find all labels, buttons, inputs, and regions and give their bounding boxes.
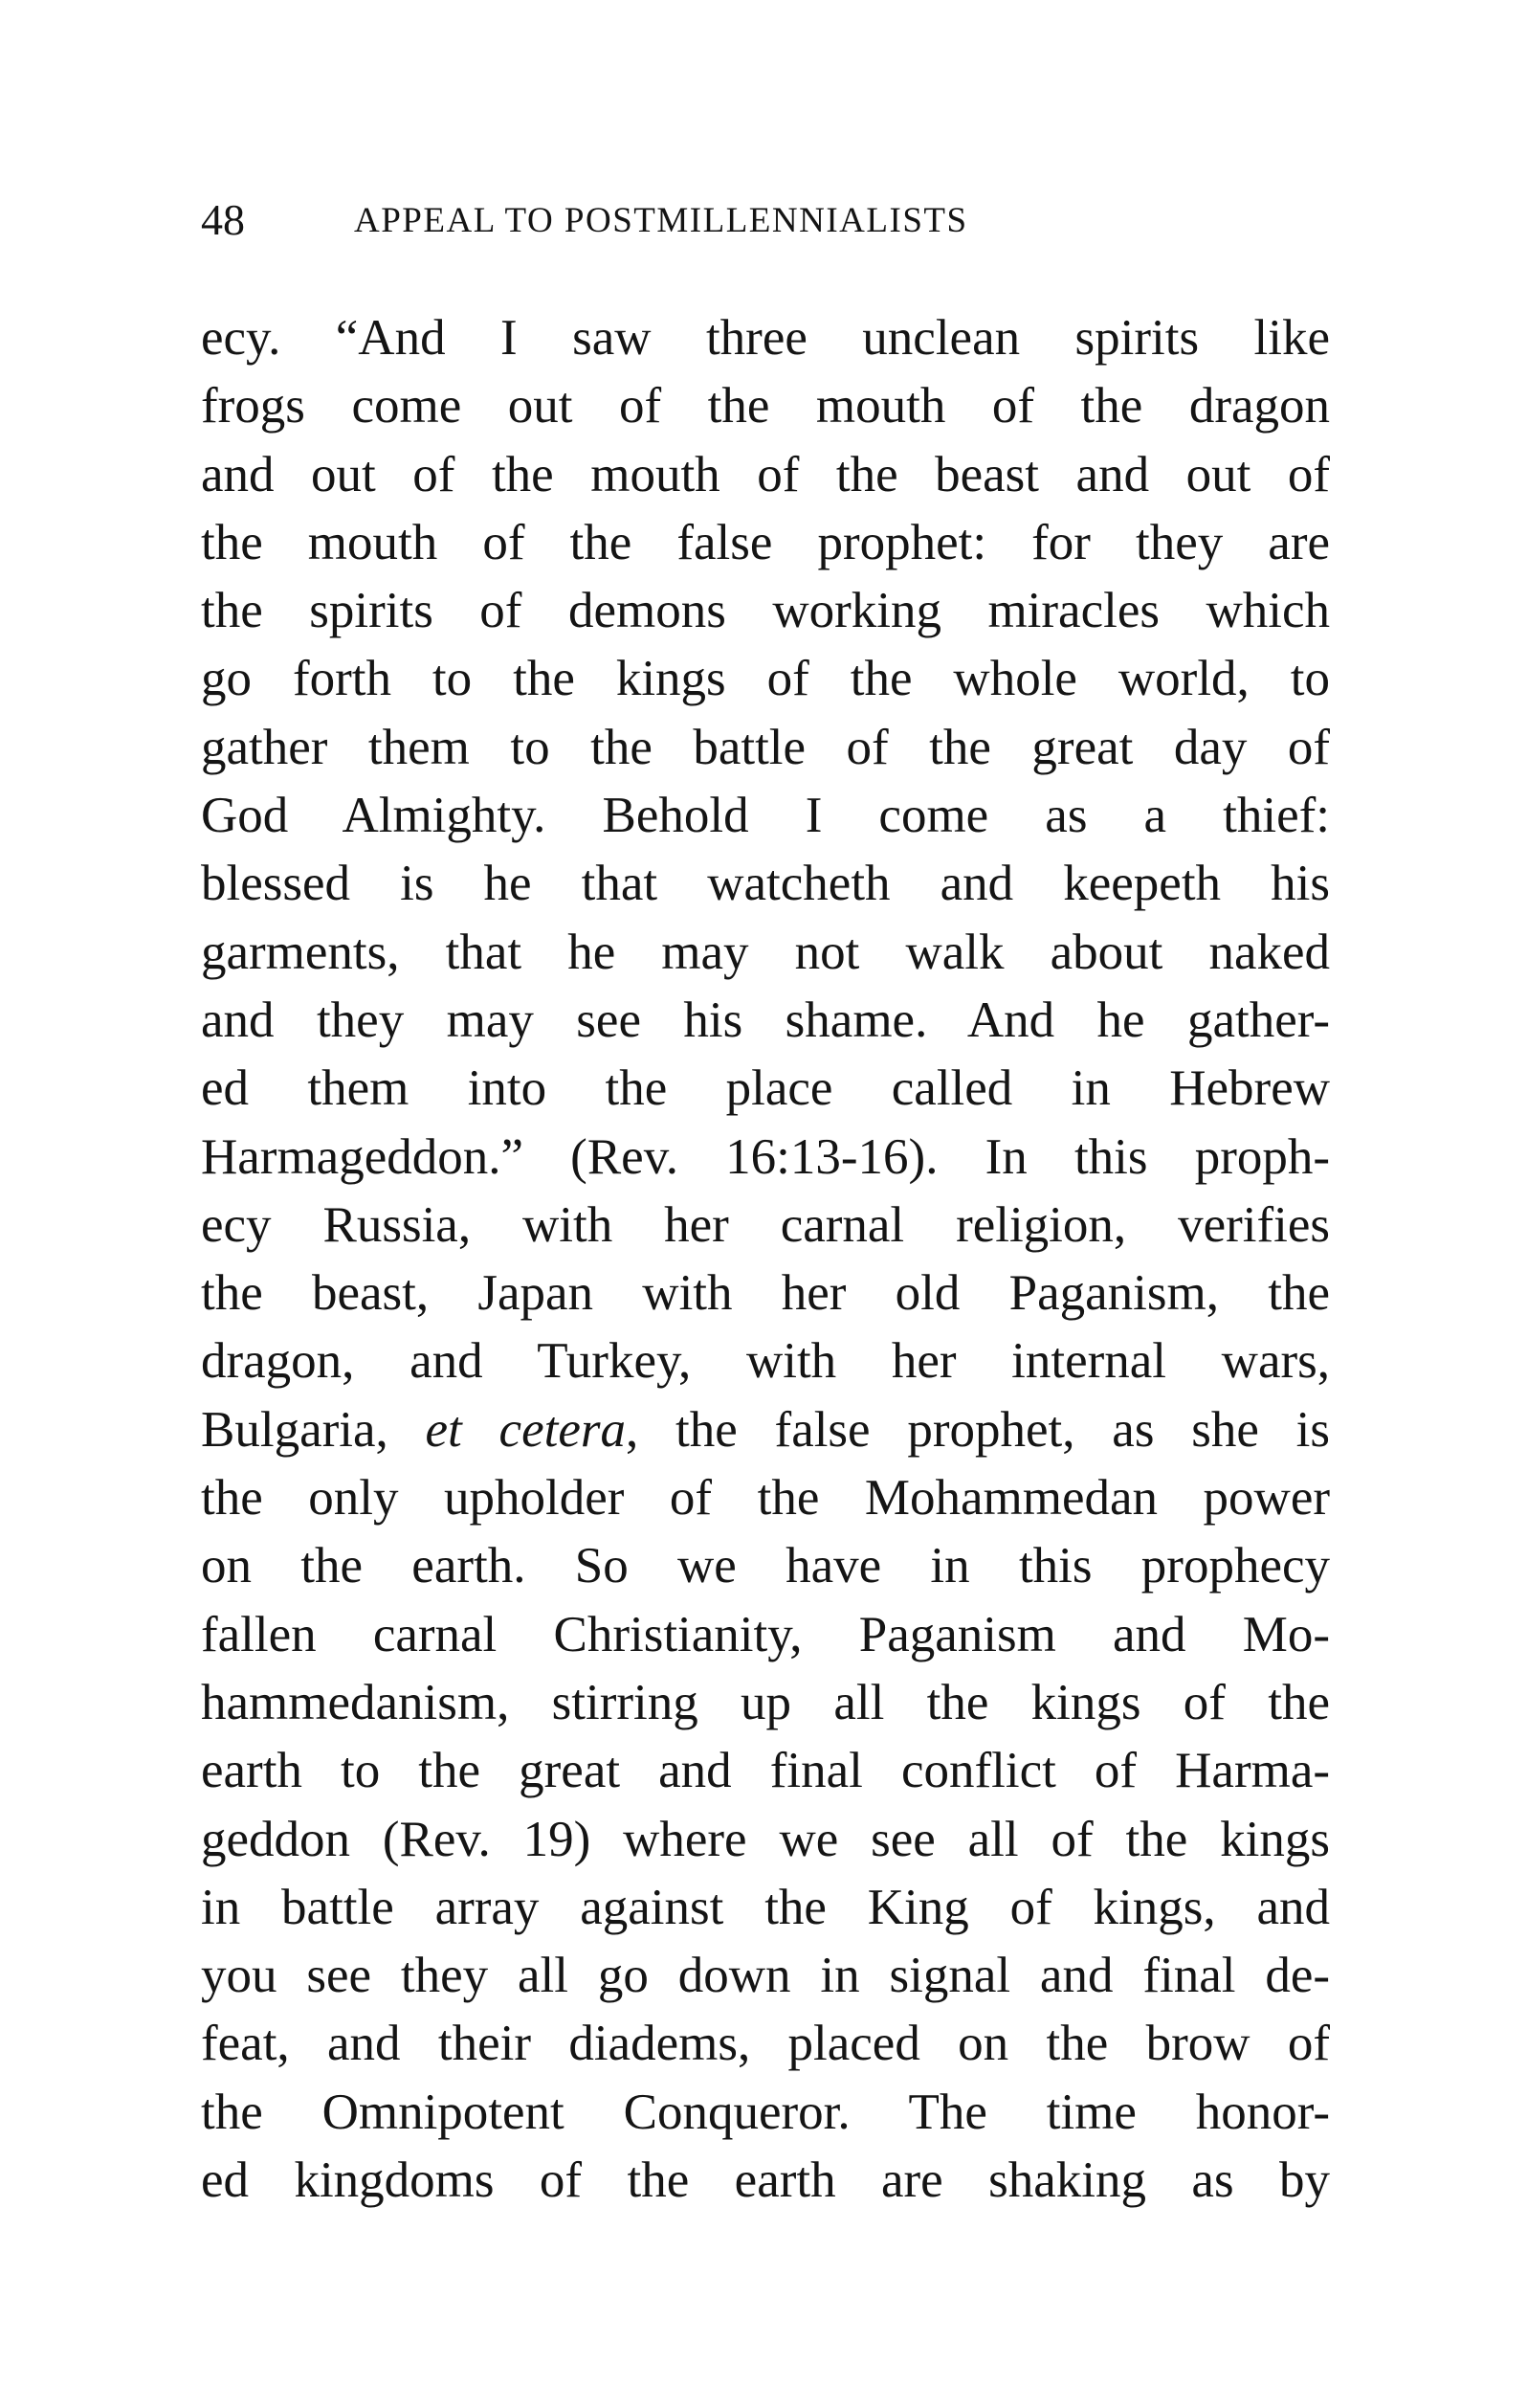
text-line: go forth to the kings of the whole world, to: [201, 651, 1330, 707]
text-line: and out of the mouth of the beast and out of: [201, 446, 1330, 502]
text-line: Harmageddon.” (Rev. 16:13-16). In this proph-: [201, 1128, 1330, 1185]
text-line: blessed is he that watcheth and keepeth his: [201, 856, 1330, 912]
text-line: feat, and their diadems, placed on the brow of: [201, 2016, 1330, 2072]
text-line: dragon, and Turkey, with her internal wars,: [201, 1333, 1330, 1390]
text-line: frogs come out of the mouth of the dragon: [201, 378, 1330, 435]
page-number: 48: [201, 195, 245, 244]
text-line: ecy. “And I saw three unclean spirits like: [201, 310, 1330, 366]
running-head: [201, 191, 1339, 249]
text-line: ecy Russia, with her carnal religion, verifies: [201, 1196, 1330, 1253]
text-line-with-italic: [201, 1396, 1330, 1464]
text-segment: Bulgaria,: [201, 1401, 426, 1458]
text-line: geddon (Rev. 19) where we see all of the kings: [201, 1811, 1330, 1867]
text-line: in battle array against the King of kings, and: [201, 1879, 1330, 1935]
text-line: the mouth of the false prophet: for they are: [201, 514, 1330, 570]
text-line: hammedanism, stirring up all the kings of the: [201, 1674, 1330, 1730]
text-segment: , the false prophet, as she is: [625, 1401, 1330, 1458]
text-line: on the earth. So we have in this prophecy: [201, 1538, 1330, 1594]
text-line: earth to the great and final conflict of Harma-: [201, 1743, 1330, 1799]
body-text: [201, 304, 1330, 2215]
text-line: God Almighty. Behold I come as a thief:: [201, 788, 1330, 844]
text-line: ed kingdoms of the earth are shaking as by: [201, 2152, 1330, 2209]
text-line: ed them into the place called in Hebrew: [201, 1060, 1330, 1117]
text-line: the beast, Japan with her old Paganism, the: [201, 1265, 1330, 1322]
text-line: the Omnipotent Conqueror. The time honor-: [201, 2084, 1330, 2140]
text-line: garments, that he may not walk about naked: [201, 924, 1330, 980]
running-title: APPEAL TO POSTMILLENNIALISTS: [354, 201, 968, 240]
text-line: gather them to the battle of the great day of: [201, 719, 1330, 775]
text-line: the spirits of demons working miracles which: [201, 583, 1330, 639]
text-line: fallen carnal Christianity, Paganism and Mo-: [201, 1606, 1330, 1662]
text-line: and they may see his shame. And he gather-: [201, 992, 1330, 1048]
italic-phrase: et cetera: [425, 1401, 626, 1458]
text-line: you see they all go down in signal and final de-: [201, 1948, 1330, 2004]
text-line: the only upholder of the Mohammedan power: [201, 1470, 1330, 1527]
